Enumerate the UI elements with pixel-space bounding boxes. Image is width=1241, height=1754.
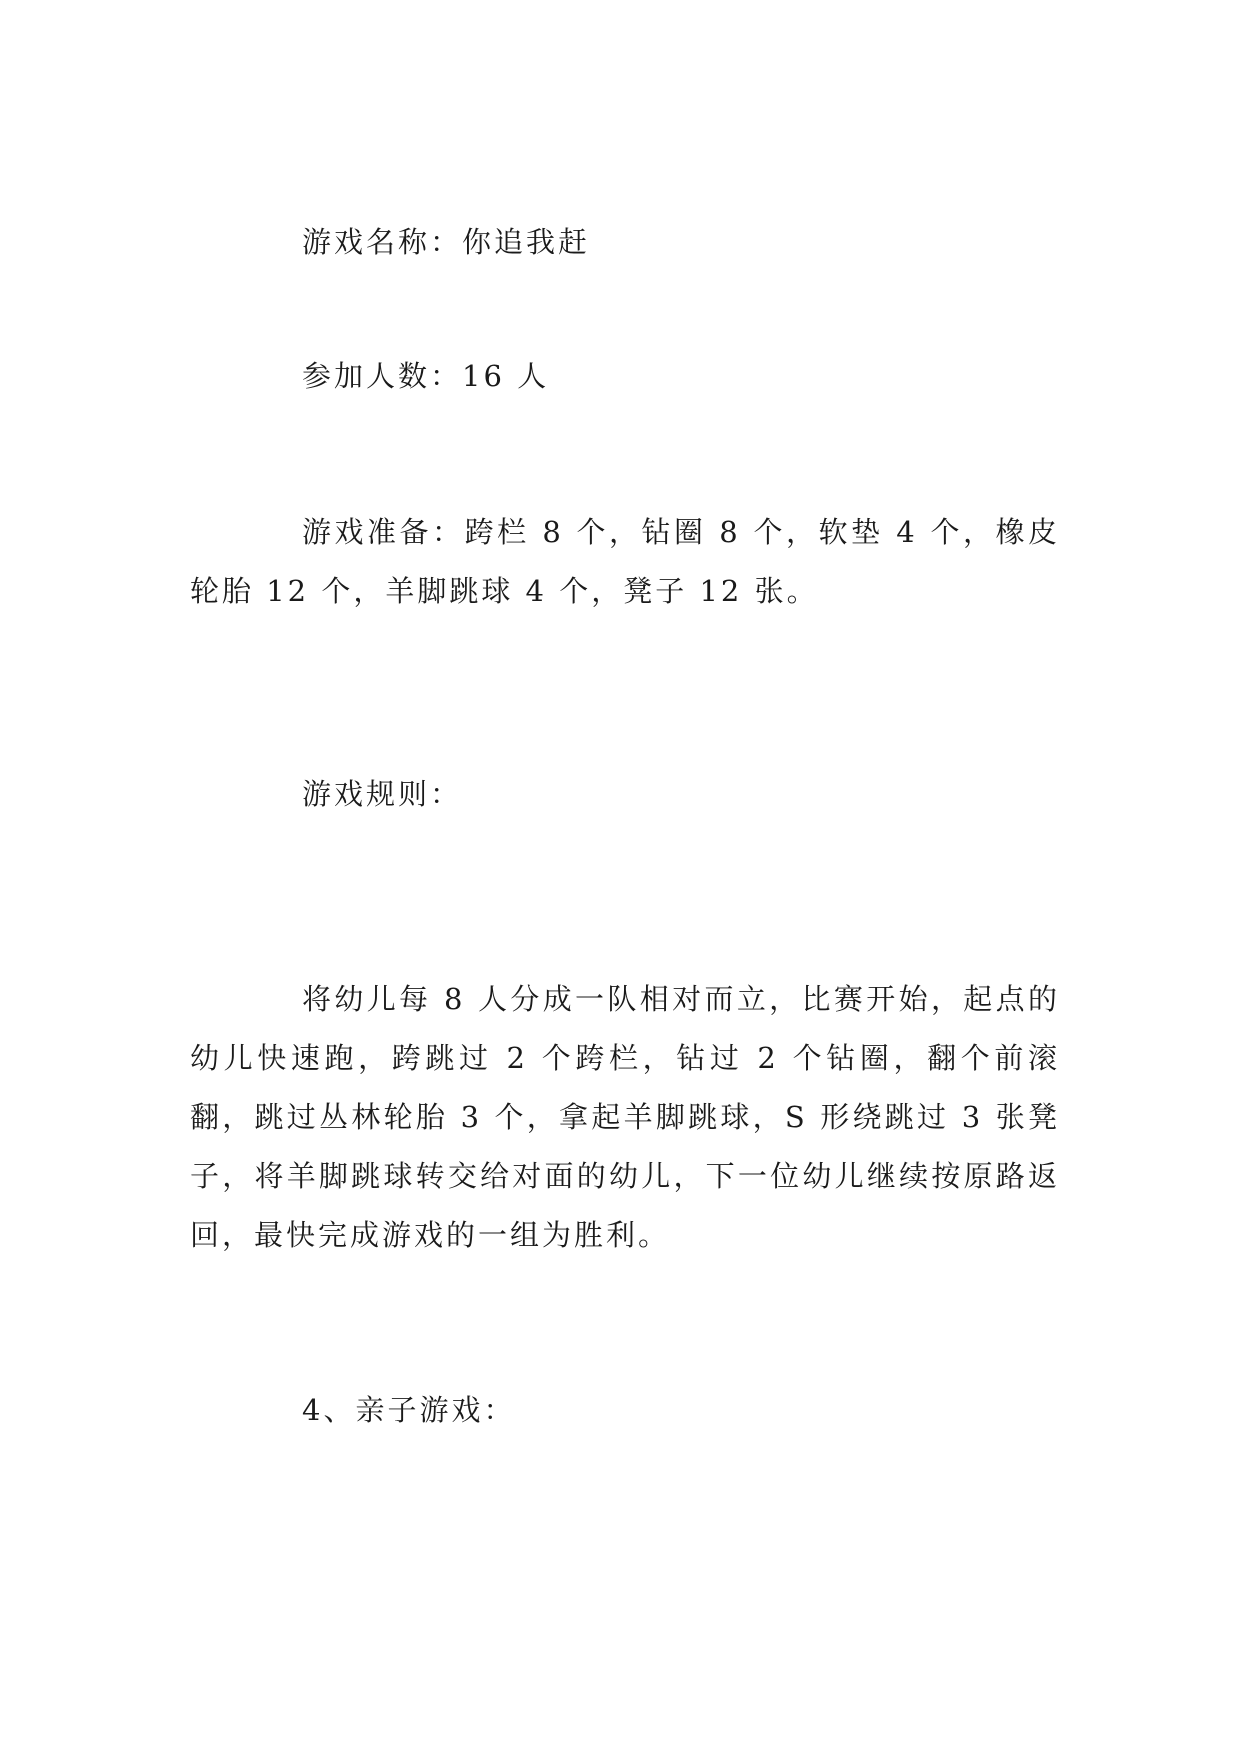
participants-line: 参加人数：16 人 bbox=[302, 359, 550, 393]
game-name-line: 游戏名称：你追我赶 bbox=[302, 225, 591, 259]
preparation-paragraph: 游戏准备：跨栏 8 个，钻圈 8 个，软垫 4 个，橡皮轮胎 12 个，羊脚跳球 4 个，凳子 12 张。 bbox=[190, 515, 1060, 608]
rules-paragraph: 将幼儿每 8 人分成一队相对而立，比赛开始，起点的幼儿快速跑，跨跳过 2 个跨栏，钻过 2 个钻圈，翻个前滚翻，跳过丛林轮胎 3 个，拿起羊脚跳球，S 形绕跳过 3 张凳子，将羊脚跳球转交给对面的幼儿，下一位幼儿继续按原路返回，最快完成游戏的一组为胜利。 bbox=[190, 982, 1060, 1252]
section-heading-parent-child-game: 4、亲子游戏： bbox=[302, 1393, 516, 1427]
rules-heading: 游戏规则： bbox=[302, 777, 463, 811]
